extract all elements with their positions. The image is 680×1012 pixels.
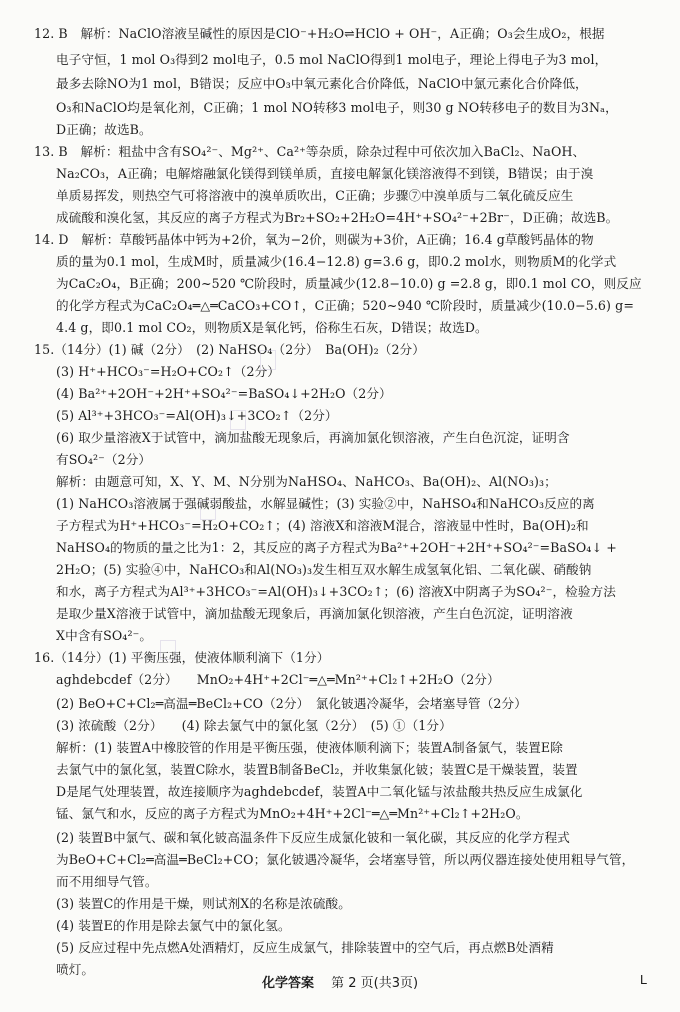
text-line: 解析：(1) 装置A中橡胶管的作用是平衡压强，使液体顺利滴下；装置A制备氯气，装置E除 (56, 740, 563, 755)
text-line: X中含有SO₄²⁻。 (56, 628, 153, 643)
text-line: 4.4 g，即0.1 mol CO₂，则物质X是氧化钙，俗称生石灰，D错误；故选D。 (56, 320, 488, 335)
text-line: NaHSO₄的物质的量之比为1：2，其反应的离子方程式为Ba²⁺+2OH⁻+2H⁺+SO₄²⁻=BaSO₄↓ + (56, 540, 617, 555)
text-line: 14. D 解析：草酸钙晶体中钙为+2价，氧为−2价，则碳为+3价，A正确；16.4 g草酸钙晶体的物 (34, 232, 594, 247)
text-line: 13. B 解析：粗盐中含有SO₄²⁻、Mg²⁺、Ca²⁺等杂质，除杂过程中可依次加入BaCl₂、NaOH、 (34, 144, 586, 159)
footer-page-number: 第 2 页(共3页) (331, 976, 419, 991)
text-line: 16.（14分）(1) 平衡压强，使液体顺利滴下（1分） (34, 650, 330, 665)
text-line: 喷灯。 (56, 962, 95, 977)
text-line: 电子守恒，1 mol O₃得到2 mol电子，0.5 mol NaClO得到1 mol电子，理论上得电子为3 mol， (56, 52, 608, 67)
text-line: O₃和NaClO均是氧化剂，C正确；1 mol NO转移3 mol电子，则30 g NO转移电子的数目为3Nₐ， (56, 100, 618, 115)
text-line: 质的量为0.1 mol，生成M时，质量减少(16.4−12.8) g=3.6 g，即0.2 mol水，则物质M的化学式 (56, 254, 617, 269)
footer-subject: 化学答案 (261, 976, 314, 991)
text-line: 和水，离子方程式为Al³⁺+3HCO₃⁻=Al(OH)₃↓+3CO₂↑；(6) 溶液X中阴离子为SO₄²⁻，检验方法 (56, 584, 616, 599)
text-line: (3) 装置C的作用是干燥，则试剂X的名称是浓硫酸。 (56, 896, 351, 911)
text-line: 单质易挥发，则热空气可将溶液中的溴单质吹出，C正确；步骤⑦中溴单质与二氧化硫反应生 (56, 188, 574, 203)
page-footer (0, 972, 680, 991)
watermark-logo (200, 500, 216, 520)
text-line: 子方程式为H⁺+HCO₃⁻=H₂O+CO₂↑；(4) 溶液X和溶液M混合，溶液显中性时，Ba(OH)₂和 (56, 518, 589, 533)
text-line: 2H₂O；(5) 实验④中，NaHCO₃和Al(NO₃)₃发生相互双水解生成氢氧化铝、二氧化碳、硝酸钠 (56, 562, 592, 577)
text-line: (2) 装置B中氯气、碳和氧化铍高温条件下反应生成氯化铍和一氧化碳，其反应的化学方程式 (56, 830, 570, 845)
text-line: (5) 反应过程中先点燃A处酒精灯，反应生成氯气，排除装置中的空气后，再点燃B处酒精 (56, 940, 554, 955)
watermark-logo (230, 410, 246, 430)
text-line: (3) H⁺+HCO₃⁻=H₂O+CO₂↑（2分） (56, 364, 280, 379)
text-line: 解析：由题意可知，X、Y、M、N分别为NaHSO₄、NaHCO₃、Ba(OH)₂、Al(NO₃)₃； (56, 474, 557, 489)
text-line: aghdebcdef（2分） MnO₂+4H⁺+2Cl⁻═△═Mn²⁺+Cl₂↑+2H₂O（2分） (56, 672, 500, 687)
text-line: D是尾气处理装置，故连接顺序为aghdebcdef，装置A中二氧化锰与浓盐酸共热反应生成氯化 (56, 784, 583, 799)
text-line: 有SO₄²⁻（2分） (56, 452, 152, 467)
text-line: 而不用细导气管。 (56, 874, 158, 889)
text-line: D正确；故选B。 (56, 122, 152, 137)
text-line: 为CaC₂O₄，B正确；200~520 ℃阶段时，质量减少(12.8−10.0) g =2.8 g，即0.1 mol CO，则反应 (56, 276, 642, 291)
text-line: 为BeO+C+Cl₂═高温═BeCl₂+CO；氯化铍遇冷凝华，会堵塞导管，所以两仪器连接处使用粗导气管， (56, 852, 635, 867)
text-line: (3) 浓硫酸（2分） (4) 除去氯气中的氯化氢（2分） (5) ①（1分） (56, 718, 452, 733)
text-line: (5) Al³⁺+3HCO₃⁻=Al(OH)₃↓+3CO₂↑（2分） (56, 408, 338, 423)
text-line: (2) BeO+C+Cl₂═高温═BeCl₂+CO（2分） 氯化铍遇冷凝华，会堵塞导管（2分） (56, 696, 527, 711)
text-line: 的化学方程式为CaC₂O₄═△═CaCO₃+CO↑，C正确；520~940 ℃阶段时，质量减少(10.0−5.6) g= (56, 298, 634, 313)
text-line: (4) 装置E的作用是除去氯气中的氯化氢。 (56, 918, 291, 933)
text-line: 锰、氯气和水，反应的离子方程式为MnO₂+4H⁺+2Cl⁻═△═Mn²⁺+Cl₂↑+2H₂O。 (56, 806, 529, 821)
text-line: (4) Ba²⁺+2OH⁻+2H⁺+SO₄²⁻=BaSO₄↓+2H₂O（2分） (56, 386, 392, 401)
text-line: Na₂CO₃，A正确；电解熔融氯化镁得到镁单质，直接电解氯化镁溶液得不到镁，B错误；由于溴 (56, 166, 594, 181)
footer-mark: L (640, 972, 648, 987)
text-line: (6) 取少量溶液X于试管中，滴加盐酸无现象后，再滴加氯化钡溶液，产生白色沉淀，证明含 (56, 430, 570, 445)
watermark-logo (260, 350, 276, 370)
text-line: (1) NaHCO₃溶液属于强碱弱酸盐，水解显碱性；(3) 实验②中，NaHSO₄和NaHCO₃反应的离 (56, 496, 595, 511)
watermark-logo (160, 640, 176, 660)
text-line: 去氯气中的氯化氢，装置C除水，装置B制备BeCl₂，并收集氯化铍；装置C是干燥装置，装置 (56, 762, 578, 777)
text-line: 12. B 解析：NaClO溶液呈碱性的原因是ClO⁻+H₂O⇌HClO + OH⁻，A正确；O₃会生成O₂，根据 (34, 26, 605, 41)
text-line: 是取少量X溶液于试管中，滴加盐酸无现象后，再滴加氯化钡溶液，产生白色沉淀，证明溶液 (56, 606, 573, 621)
text-line: 15.（14分）(1) 碱（2分） (2) NaHSO₄（2分） Ba(OH)₂（2分） (34, 342, 425, 357)
text-line: 最多去除NO为1 mol，B错误；反应中O₃中氧元素化合价降低，NaClO中氯元素化合价降低， (56, 76, 588, 91)
text-line: 成硫酸和溴化氢，其反应的离子方程式为Br₂+SO₂+2H₂O=4H⁺+SO₄²⁻+2Br⁻，D正确；故选B。 (56, 210, 619, 225)
